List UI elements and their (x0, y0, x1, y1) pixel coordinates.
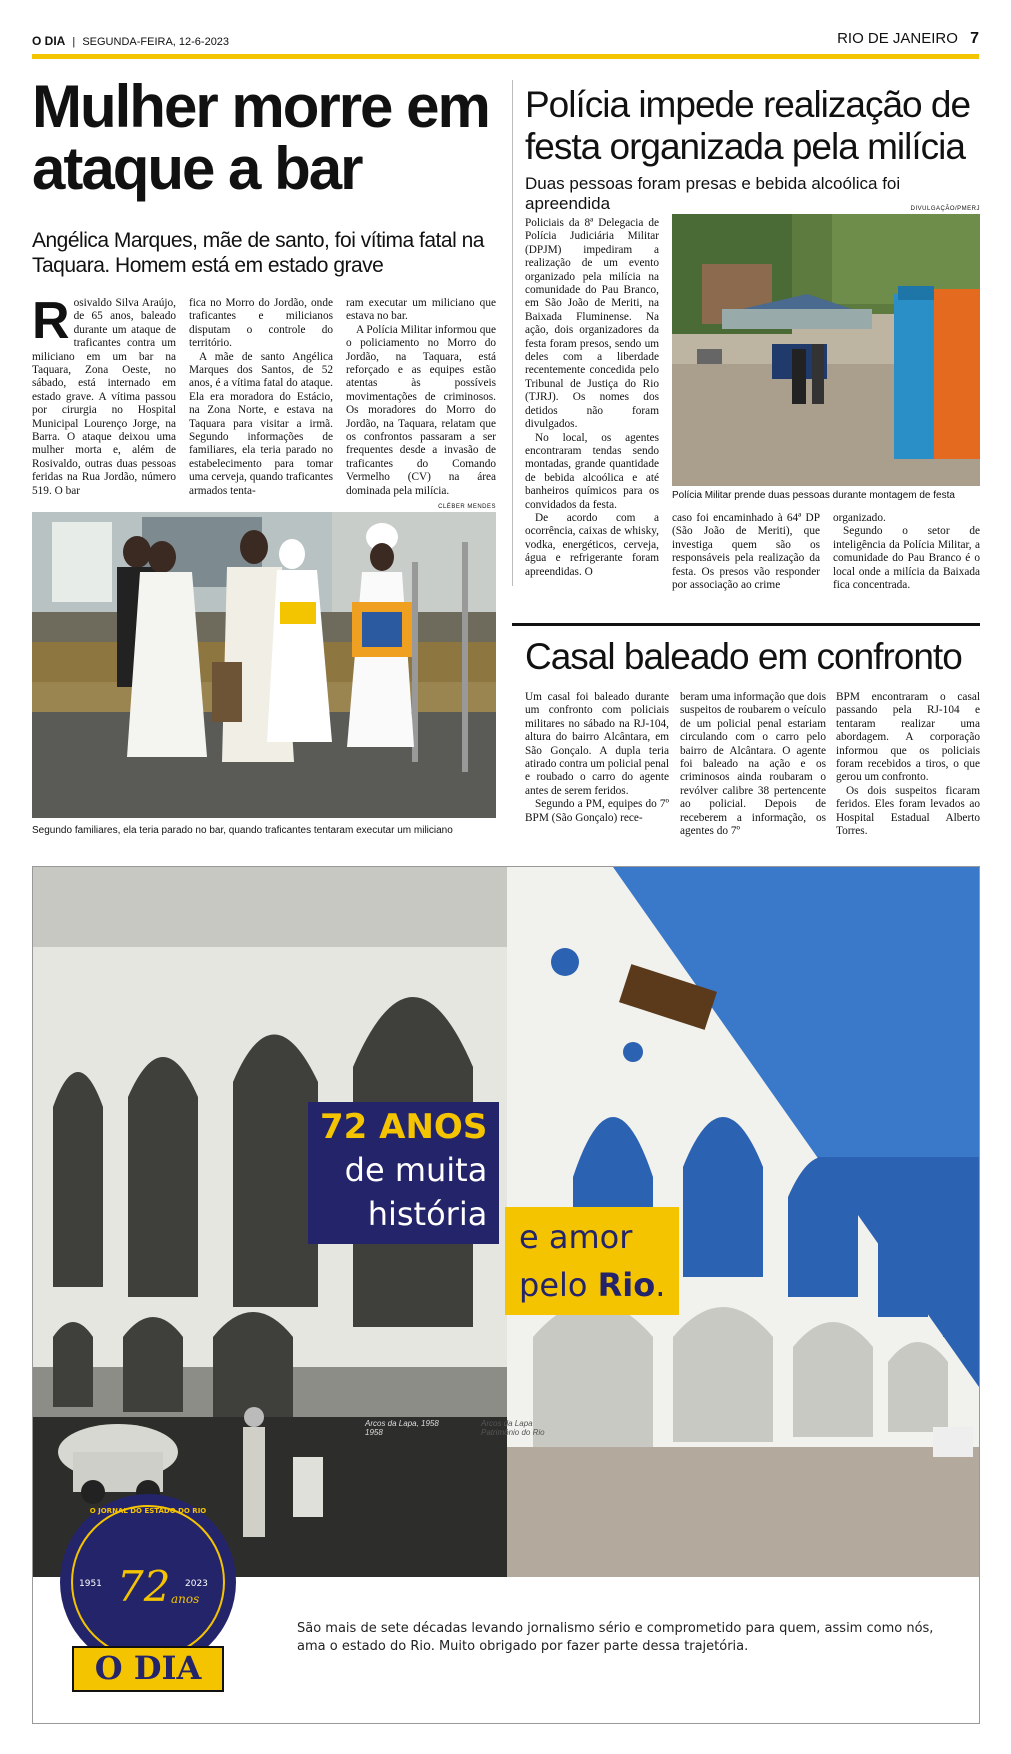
story1-col2-para-2: A mãe de santo Angélica Marques dos Santos, de 52 anos, é a vítima fatal do ataque. Ela era moradora do Estácio, na Zona Norte, e estava na Taquara para visitar a irmã. Segundo informações de familiares, ela teria parado no estabelecimento para tomar uma cerveja, quando traficantes armados tenta- (189, 350, 333, 497)
story3-col1-para-2: Segundo a PM, equipes do 7º BPM (São Gonçalo) rece- (525, 798, 669, 824)
section-name: RIO DE JANEIRO (837, 30, 958, 47)
old-photo-caption (365, 1419, 439, 1437)
story1-col3-para-1: ram executar um miliciano que estava no bar. (346, 297, 496, 323)
ad-badge-years: 72 ANOS (320, 1107, 488, 1147)
seal-anos: anos (171, 1592, 200, 1606)
old-photo-caption-line-2: 1958 (365, 1428, 383, 1437)
new-photo-caption-line-2: Patrimônio do Rio (481, 1428, 545, 1437)
story2-col1-para-2: No local, os agentes encontraram tendas sendo montadas, grande quantidade de bebida alcoólica e até banheiros químicos para os convidados da festa. (525, 431, 659, 511)
ad-badge-line-5a: pelo (519, 1266, 598, 1304)
story3-top-rule (512, 623, 980, 626)
page-number: 7 (970, 30, 979, 47)
brand-name: O DIA (32, 34, 66, 48)
ad-badge-rio: Rio (597, 1266, 656, 1304)
story1-headline: Mulher morre em ataque a bar (32, 73, 489, 202)
story1-column-1 (32, 292, 176, 498)
story2-column-2 (672, 512, 820, 592)
story2-col3-para-1: organizado. (833, 512, 886, 524)
header-separator: | (72, 36, 76, 48)
story2-col3-para-2: Segundo o setor de inteligência da Polícia Militar, a comunidade do Pau Branco é o local onde a milícia da Baixada fica concentrada. (833, 525, 980, 592)
story2-headline: Polícia impede realização de festa organizada pela milícia (525, 84, 971, 167)
ad-badge-yellow (505, 1207, 679, 1315)
ad-badge-blue (308, 1102, 499, 1244)
story2-col2-text: caso foi encaminhado à 64ª DP (São João de Meriti), que investiga quem são os responsáveis pela realização da festa. Os presos vão responder por associação ao crime (672, 512, 820, 592)
seal-year-end: 2023 (185, 1579, 208, 1589)
ad-badge-line-4: e amor (519, 1218, 633, 1256)
story3-col1-para-1: Um casal foi baleado durante um confronto com policiais militares no sábado na RJ-104, altura do bairro Alcântara, em São Gonçalo. A dupla teria atirado contra um policial penal e roubado o carro do agente antes de serem feridos. (525, 691, 669, 797)
story2-column-1 (525, 217, 659, 579)
odia-logo: O DIA (94, 1649, 202, 1687)
story1-subhead: Angélica Marques, mãe de santo, foi vítima fatal na Taquara. Homem está em estado grave (32, 229, 484, 277)
ad-footer-text: São mais de sete décadas levando jornalismo sério e comprometido para quem, assim como nós, ama o estado do Rio. Muito obrigado por fazer parte dessa trajetória. (297, 1621, 934, 1654)
story3-column-3 (836, 691, 980, 838)
ad-badge-dot: . (655, 1266, 666, 1304)
story2-column-3 (833, 512, 980, 592)
story2-photo-credit: DIVULGAÇÃO/PMERJ (910, 206, 980, 212)
story1-column-2 (189, 297, 333, 498)
story2-subhead: Duas pessoas foram presas e bebida alcoólica foi apreendida (525, 174, 901, 213)
story1-photo-credit: CLÉBER MENDES (438, 504, 496, 510)
story1-caption: Segundo familiares, ela teria parado no bar, quando traficantes tentaram executar um miliciano (32, 825, 453, 836)
story3-column-2 (680, 691, 826, 838)
story1-column-3 (346, 297, 496, 498)
story2-col1-para-1: Policiais da 8ª Delegacia de Polícia Judiciária Militar (DPJM) impediram a realização de um evento organizado pela milícia na comunidade do Pau Branco, em São João de Meriti, na Baixada Fluminense. Na ação, dois organizadores da festa foram presos, sendo um deles com a liberdade recentemente concedida pelo Tribunal de Justiça do Rio (TJRJ). Os nomes dos detidos não foram divulgados. (525, 217, 659, 431)
ad-badge-line-2: de muita (344, 1151, 488, 1189)
column-divider (512, 80, 513, 586)
story3-col3-para-2: Os dois suspeitos ficaram feridos. Eles foram levados ao Hospital Estadual Alberto Torres. (836, 784, 980, 838)
story2-caption: Polícia Militar prende duas pessoas durante montagem de festa (672, 490, 955, 501)
story1-dropcap: R (32, 292, 70, 350)
story2-photo (672, 214, 980, 486)
story3-column-1 (525, 691, 669, 825)
seal-number: 72 (117, 1562, 171, 1611)
story3-col2-text: beram uma informação que dois suspeitos de roubarem o veículo de um policial penal estariam circulando com o carro pelo bairro de Alcântara. O agente foi baleado na ação e os criminosos ainda roubaram o revólver calibre 38 pertencente ao policial. Depois de receberem a informação, os agentes do 7º (680, 691, 826, 838)
ad-badge-line-3: história (367, 1195, 488, 1233)
ad-badge-line-5 (519, 1261, 665, 1309)
seal-year-start: 1951 (79, 1579, 102, 1589)
story1-col3-para-2: A Polícia Militar informou que o policiamento no Morro do Jordão, na Taquara, está reforçado e as equipes estão atentas às possíveis movimentações de criminosos. Os moradores do Morro do Jordão, na Taquara, relatam que os confrontos passaram a ser frequentes desde a invasão de traficantes do Comando Vermelho (CV) na área dominada pela milícia. (346, 323, 496, 497)
header-rule (32, 54, 979, 59)
page-header-right (837, 30, 979, 48)
new-photo-caption-line-1: Arcos da Lapa (481, 1419, 533, 1428)
header-date: SEGUNDA-FEIRA, 12-6-2023 (82, 36, 230, 48)
story1-col2-para-1: fica no Morro do Jordão, onde traficantes e milicianos disputam o controle do território. (189, 297, 333, 350)
story2-col1-para-3: De acordo com a ocorrência, caixas de whisky, vodka, energéticos, cerveja, água e refrigerante foram apreendidas. O (525, 511, 659, 578)
story3-col3-para-1: BPM encontraram o casal passando pela RJ-104 e tentaram realizar uma abordagem. A corporação informou que os policiais foram recebidos a tiros, o que gerou um confronto. (836, 691, 980, 784)
story3-headline: Casal baleado em confronto (525, 636, 962, 677)
new-photo-caption (481, 1419, 545, 1437)
story1-photo (32, 512, 496, 818)
seal-tagline: O JORNAL DO ESTADO DO RIO (89, 1507, 207, 1515)
page-header-left (32, 34, 229, 48)
old-photo-caption-line-1: Arcos da Lapa, 1958 (365, 1419, 439, 1428)
story1-col1-text: osivaldo Silva Araújo, de 65 anos, baleado durante um ataque de traficantes contra um miliciano em um bar na Taquara, Zona Oeste, no sábado, está internado em estado grave. A vítima passou por cirurgia no Hospital Municipal Lourenço Jorge, na Barra. O ataque deixou uma mulher morta e, além de Rosivaldo, outras duas pessoas feridas na Rua Jordão, número 519. O bar (32, 297, 176, 497)
